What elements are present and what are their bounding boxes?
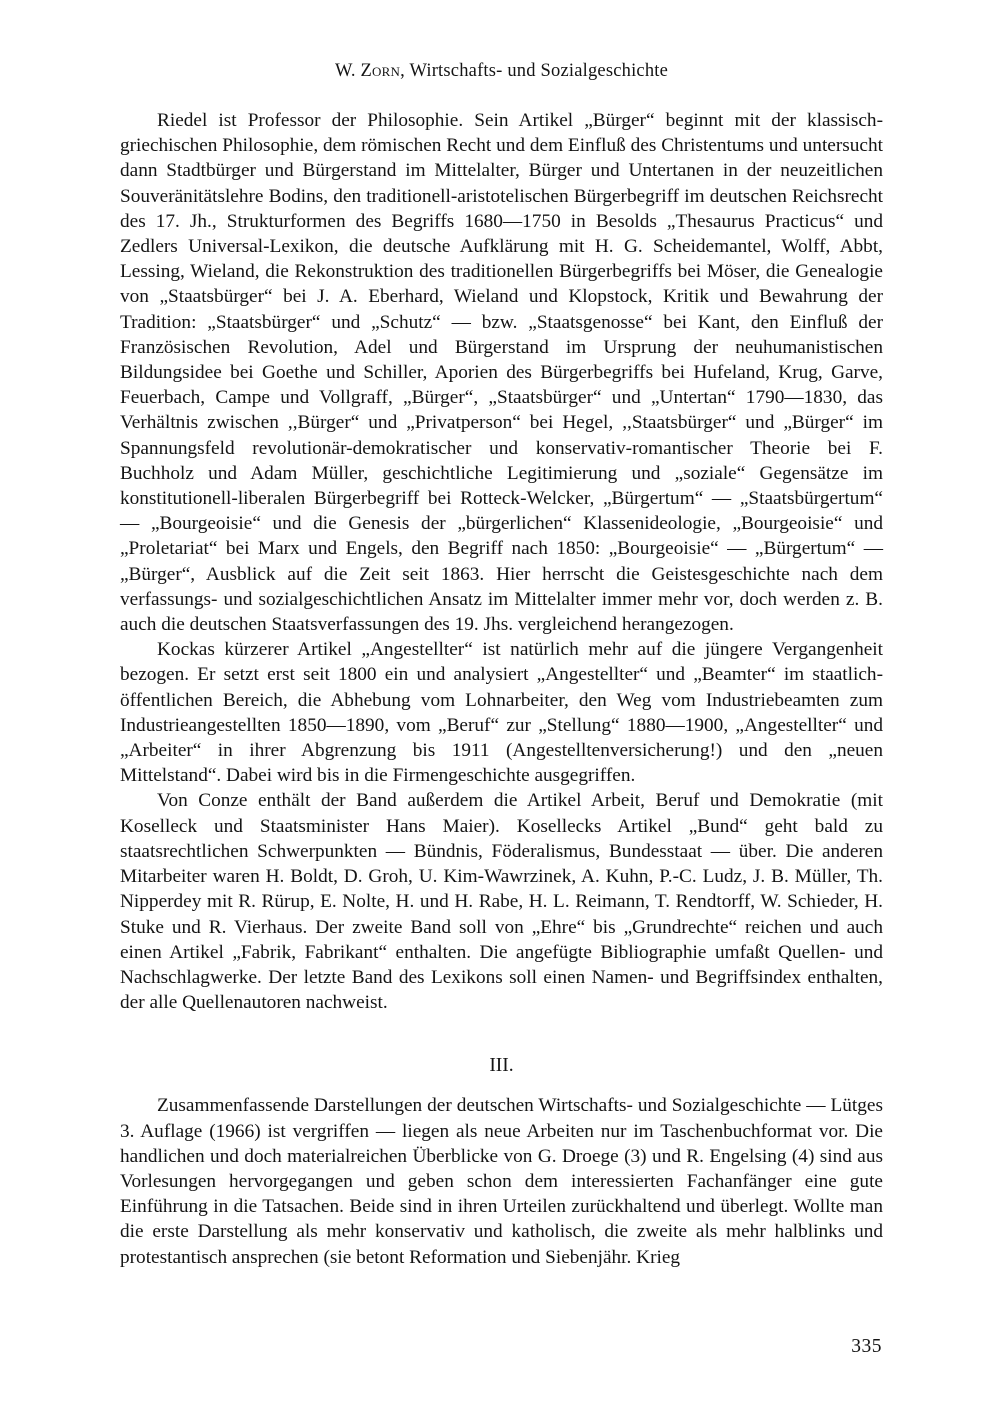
- header-separator: ,: [400, 61, 410, 81]
- paragraph-section-iii: Zusammenfassende Darstellungen der deutschen Wirtschafts- und Sozialgeschichte — Lütges 3. Auflage (1966) ist vergriffen — liegen als neue Arbeiten nur im Taschenbuchformat vor. Die handlichen und doch materialreichen Überblicke von G. Droege (3) und R. Engelsing (4) sind aus Vorlesungen hervorgegangen und geben schon dem interessierten Fachanfänger eine gute Einführung in die Tatsachen. Beide sind in ihren Urteilen zurückhaltend und überlegt. Wollte man die erste Darstellung als mehr konservativ und katholisch, die zweite als mehr halblinks und protestantisch ansprechen (sie betont Reformation und Siebenjähr. Krieg: [120, 1095, 883, 1268]
- page-number: 335: [851, 1336, 882, 1357]
- paragraph-kocka: Kockas kürzerer Artikel „Angestellter“ ist natürlich mehr auf die jüngere Vergangenheit bezogen. Er setzt erst seit 1800 ein und analysiert „Angestellter“ und „Beamter“ im staatlich-öffentlichen Bereich, die Abhebung vom Lohnarbeiter, den Weg vom Industriebeamten zum Industrieangestellten 1850—1890, vom „Beruf“ zur „Stellung“ 1880—1900, „Angestellter“ und „Arbeiter“ in ihrer Abgrenzung bis 1911 (Angestelltenversicherung!) und den „neuen Mittelstand“. Dabei wird bis in die Firmengeschichte ausgegriffen.: [120, 639, 883, 787]
- paragraph-riedel: Riedel ist Professor der Philosophie. Sein Artikel „Bürger“ beginnt mit der klassisch-griechischen Philosophie, dem römischen Recht und dem Einfluß des Christentums und untersucht dann Stadtbürger und Bürgerstand im Mittelalter, Bürger und Untertanen in der neuzeitlichen Souveränitätslehre Bodins, den traditionell-aristotelischen Bürgerbegriff im deutschen Reichsrecht des 17. Jh., Strukturformen des Begriffs 1680—1750 in Besolds „Thesaurus Practicus“ und Zedlers Universal-Lexikon, die deutsche Aufklärung mit H. G. Scheidemantel, Wolff, Abbt, Lessing, Wieland, die Rekonstruktion des traditionellen Bürgerbegriffs bei Möser, die Genealogie von „Staatsbürger“ bei J. A. Eberhard, Wieland und Klopstock, Kritik und Bewahrung der Tradition: „Staatsbürger“ und „Schutz“ — bzw. „Staatsgenosse“ bei Kant, den Einfluß der Französischen Revolution, Adel und Bürgerstand im Ursprung der neuhumanistischen Bildungsidee bei Goethe und Schiller, Aporien des Bürgerbegriffs bei Hufeland, Krug, Garve, Feuerbach, Campe und Vollgraff, „Bürger“, „Staatsbürger“ und „Untertan“ 1790—1830, das Verhältnis zwischen ,,Bürger“ und „Privatperson“ bei Hegel, ,,Staatsbürger“ und „Bürger“ im Spannungsfeld revolutionär-demokratischer und konservativ-romantischer Theorie bei F. Buchholz und Adam Müller, geschichtliche Legitimierung und „soziale“ Gegensätze im konstitutionell-liberalen Bürgerbegriff bei Rotteck-Welcker, „Bürgertum“ — „Staatsbürgertum“ — „Bourgeoisie“ und die Genesis der „bürgerlichen“ Klassenideologie, „Bourgeoisie“ und „Proletariat“ bei Marx und Engels, den Begriff nach 1850: „Bourgeoisie“ — „Bürgertum“ — „Bürger“, Ausblick auf die Zeit seit 1863. Hier herrscht die Geistesgeschichte nach dem verfassungs- und sozialgeschichtlichen Ansatz im Mittelalter immer mehr vor, doch werden z. B. auch die deutschen Staatsverfassungen des 19. Jhs. vergleichend herangezogen.: [120, 110, 883, 636]
- page-body: [120, 58, 883, 1270]
- running-header: [120, 58, 883, 84]
- header-title: Wirtschafts- und Sozialgeschichte: [409, 61, 669, 81]
- section-heading: III.: [489, 1055, 514, 1077]
- paragraph-conze: Von Conze enthält der Band außerdem die Artikel Arbeit, Beruf und Demokratie (mit Koselleck und Staatsminister Hans Maier). Kosellecks Artikel „Bund“ geht bald zu staatsrechtlichen Schwerpunkten — Bündnis, Föderalismus, Bundesstaat — über. Die anderen Mitarbeiter waren H. Boldt, D. Groh, U. Kim-Wawrzinek, A. Kuhn, P.-C. Ludz, J. B. Müller, Th. Nipperdey mit R. Rürup, E. Nolte, H. und H. Rabe, H. L. Reimann, T. Rendtorff, W. Schieder, H. Stuke und R. Vierhaus. Der zweite Band soll von „Ehre“ bis „Grundrechte“ reichen und auch einen Artikel „Fabrik, Fabrikant“ enthalten. Die angefügte Bibliographie umfaßt Quellen- und Nachschlagwerke. Der letzte Band des Lexikons soll einen Namen- und Begriffsindex enthalten, der alle Quellenautoren nachweist.: [120, 790, 883, 1014]
- header-author: W. Zorn: [334, 61, 401, 81]
